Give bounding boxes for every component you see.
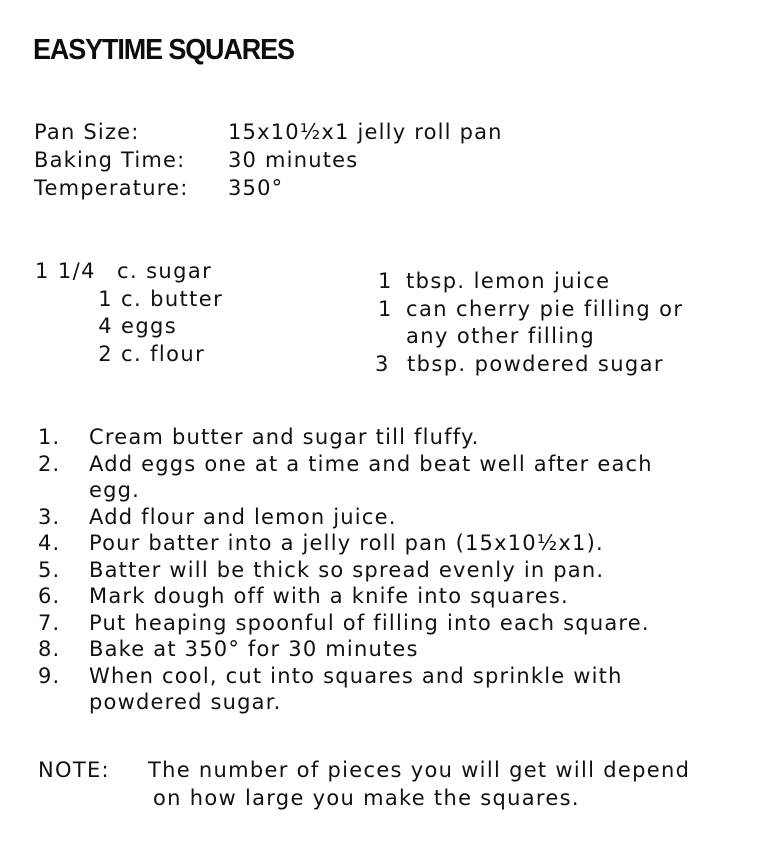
ingredient-name: eggs	[121, 314, 178, 338]
ingredient-name: tbsp. lemon juice	[406, 269, 611, 293]
step-item	[38, 530, 749, 557]
note-label: NOTE:	[38, 758, 110, 782]
step-item	[38, 610, 749, 637]
ingredient-item	[35, 286, 223, 314]
ingredient-qty: 2	[98, 341, 113, 366]
spec-value: 350°	[228, 176, 284, 200]
ingredients-right-column	[375, 268, 683, 378]
step-number: 3.	[38, 504, 61, 529]
step-text: Cream butter and sugar till fluffy.	[89, 425, 480, 449]
step-number: 1.	[38, 425, 61, 449]
step-text: Pour batter into a jelly roll pan (15x10½x1).	[89, 531, 604, 555]
ingredient-item	[375, 351, 683, 379]
step-text: Put heaping spoonful of filling into each square.	[89, 610, 650, 635]
recipe-specs	[34, 118, 503, 202]
ingredient-qty: 3	[375, 351, 390, 376]
step-item	[38, 636, 749, 663]
spec-label: Baking Time:	[34, 148, 186, 172]
ingredient-qty: 1	[98, 286, 113, 311]
step-item	[38, 504, 749, 531]
ingredient-name: c. butter	[121, 286, 224, 311]
ingredient-name: any other filling	[406, 324, 596, 348]
ingredient-qty	[375, 323, 406, 351]
spec-label: Temperature:	[34, 176, 189, 200]
ingredient-item-continued	[375, 323, 683, 351]
step-item	[38, 557, 749, 584]
step-item	[38, 663, 749, 716]
ingredients-left-column	[35, 258, 223, 368]
recipe-note	[38, 756, 748, 812]
recipe-steps	[38, 424, 749, 716]
ingredient-qty: 1 1/4	[35, 259, 96, 283]
step-number: 8.	[38, 637, 61, 661]
note-row	[38, 756, 748, 812]
spec-value: 30 minutes	[228, 148, 359, 172]
step-item	[38, 583, 749, 610]
ingredient-item	[375, 268, 683, 296]
step-text: Add flour and lemon juice.	[89, 504, 397, 529]
step-text: Add eggs one at a time and beat well after each egg.	[89, 451, 653, 502]
step-text: Batter will be thick so spread evenly in pan.	[89, 557, 605, 582]
step-text: When cool, cut into squares and sprinkle with powdered sugar.	[89, 663, 623, 714]
note-text	[148, 756, 748, 812]
spec-baking-time	[34, 146, 503, 174]
step-item	[38, 451, 749, 504]
note-line-1: The number of pieces you will get will depend	[148, 758, 691, 782]
ingredient-item	[35, 341, 223, 369]
spec-label: Pan Size:	[34, 120, 140, 144]
ingredient-qty: 1	[378, 296, 393, 321]
step-number: 9.	[38, 663, 61, 688]
ingredient-name: can cherry pie filling or	[406, 296, 684, 321]
ingredient-item	[35, 313, 223, 341]
ingredient-name: c. sugar	[117, 259, 213, 283]
step-number: 5.	[38, 557, 61, 582]
ingredient-qty: 4	[98, 314, 113, 338]
ingredient-name: c. flour	[121, 341, 206, 366]
ingredient-qty: 1	[378, 269, 393, 293]
note-line-2: on how large you make the squares.	[153, 786, 580, 810]
recipe-title: EASYTIME SQUARES	[33, 34, 294, 66]
step-text: Bake at 350° for 30 minutes	[89, 637, 419, 661]
step-number: 7.	[38, 610, 61, 635]
step-item	[38, 424, 749, 451]
ingredient-name: tbsp. powdered sugar	[407, 351, 664, 376]
step-number: 2.	[38, 451, 61, 476]
ingredient-item	[375, 296, 683, 324]
spec-value: 15x10½x1 jelly roll pan	[228, 120, 503, 144]
step-number: 6.	[38, 584, 61, 608]
spec-temperature	[34, 174, 503, 202]
step-text: Mark dough off with a knife into squares.	[89, 584, 569, 608]
ingredient-item	[35, 258, 223, 286]
step-number: 4.	[38, 531, 61, 555]
spec-pan-size	[34, 118, 503, 146]
